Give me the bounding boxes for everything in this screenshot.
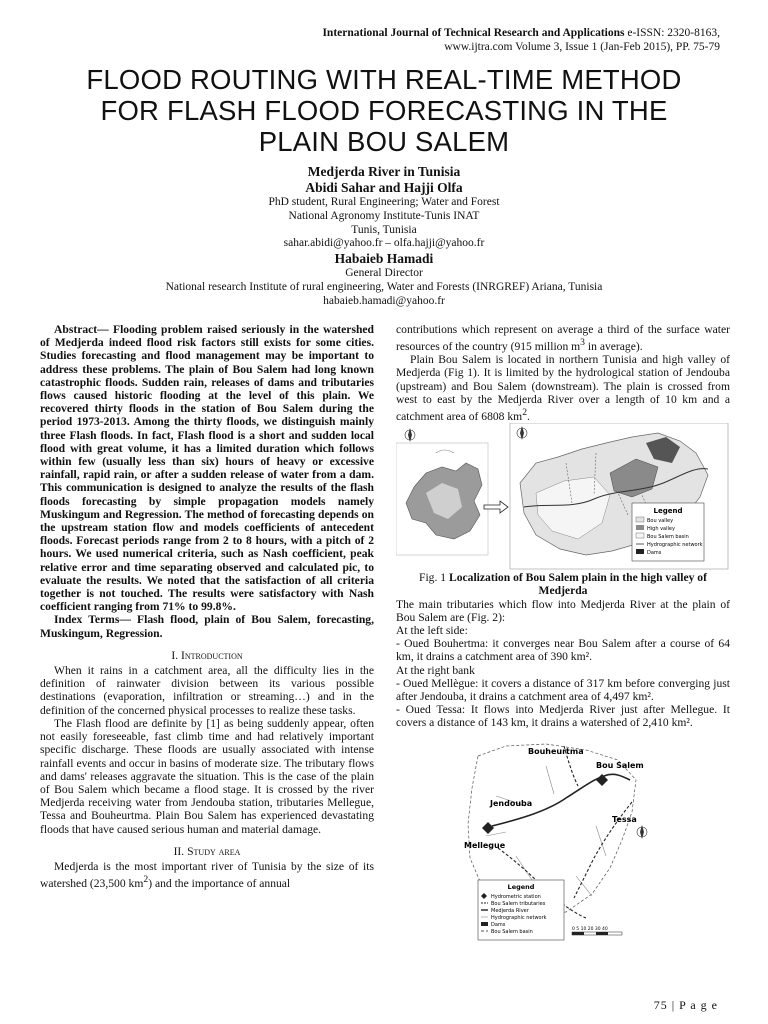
section-heading-study-area bbox=[40, 845, 374, 858]
intro-paragraph-1: When it rains in a catchment area, all the difficulty lies in the definition of rainwater division between its various possible destinations (evaporation, infiltration or streaming…) and in the definition of the concerned physical processes to realize these tasks. bbox=[40, 664, 374, 717]
compass-icon bbox=[405, 428, 415, 442]
author-role-2: General Director bbox=[345, 267, 423, 280]
author-emails[interactable]: sahar.abidi@yahoo.fr – olfa.hajji@yahoo.fr bbox=[283, 237, 485, 250]
mellegue-item: - Oued Mellègue: it covers a distance of 317 km before converging just after Jendouba, it drains a catchment area of 4,497 km². bbox=[396, 676, 730, 703]
index-terms: Index Terms— Flash flood, plain of Bou Salem, forecasting, Muskingum, Regression. bbox=[40, 613, 374, 640]
right-column bbox=[396, 323, 730, 942]
main-map bbox=[510, 423, 728, 569]
fig2-legend-item-3: Hydrographic network bbox=[491, 914, 547, 921]
plain-text-b: . bbox=[527, 409, 530, 423]
author-names: Abidi Sahar and Hajji Olfa bbox=[305, 180, 463, 195]
scale-label: 0 5 10 20 30 40 bbox=[572, 926, 608, 932]
plain-text-a: Plain Bou Salem is located in northern Tunisia and high valley of Medjerda (Fig 1). It is limited by the hydrological station of Jendouba (upstream) and Bou Salem (downstream). The plain is crossed from west to east by the Medjerda River over a length of 10 km and a catchment area of 6808 km bbox=[396, 353, 730, 423]
superscript-3: 3 bbox=[580, 337, 585, 349]
affiliation-3: Tunis, Tunisia bbox=[351, 223, 417, 236]
right-paragraph-1 bbox=[396, 353, 730, 423]
paper-subtitle: Medjerda River in Tunisia bbox=[307, 164, 461, 179]
fig1-legend-item-2: Bou Salem basin bbox=[647, 534, 689, 541]
section-title-study: Study area bbox=[187, 844, 241, 858]
figure-2 bbox=[396, 736, 730, 942]
bouhertma-item: - Oued Bouhertma: it converges near Bou Salem after a course of 64 km, it drains a catchment area of 390 km². bbox=[396, 637, 730, 664]
left-side-label: At the left side: bbox=[396, 623, 468, 637]
fig2-legend-item-5: Bou Salem basin bbox=[491, 928, 533, 935]
label-bou-salem: Bou Salem bbox=[596, 760, 644, 770]
title-line-3: PLAIN BOU SALEM bbox=[258, 126, 510, 157]
fig1-legend-item-3: Hydrographic network bbox=[647, 542, 703, 549]
affiliation-4: National research Institute of rural engineering, Water and Forests (INRGREF) Ariana, Tunisia bbox=[165, 280, 603, 293]
tessa-item: - Oued Tessa: It flows into Medjerda River just after Mellegue. It covers a distance of 143 km, it drains a watershed of 2,410 km². bbox=[396, 703, 730, 730]
journal-issn: e-ISSN: 2320-8163, bbox=[624, 27, 720, 39]
inset-map bbox=[396, 428, 488, 555]
author-email-2[interactable]: habaieb.hamadi@yahoo.fr bbox=[323, 294, 445, 307]
study-text-a: Medjerda is the most important river of Tunisia by the size of its watershed (23,500 km bbox=[40, 859, 374, 890]
paper-title bbox=[30, 64, 738, 157]
title-line-2: FOR FLASH FLOOD FORECASTING IN THE bbox=[100, 95, 668, 126]
fig2-legend-item-2: Medjerda River bbox=[491, 907, 529, 914]
label-mellegue: Mellegue bbox=[464, 840, 506, 850]
fig1-prefix: Fig. 1 bbox=[419, 571, 449, 585]
left-column bbox=[40, 323, 374, 890]
contrib-text-b: in average). bbox=[585, 340, 643, 354]
figure-2-map bbox=[396, 736, 730, 942]
section-title-intro: Introduction bbox=[181, 648, 243, 662]
fig2-legend-title: Legend bbox=[507, 882, 535, 891]
superscript-2: 2 bbox=[143, 874, 149, 886]
title-line-1: FLOOD ROUTING WITH REAL-TIME METHOD bbox=[86, 64, 682, 95]
author-block bbox=[40, 164, 728, 309]
affiliation-1: PhD student, Rural Engineering; Water and Forest bbox=[268, 196, 500, 208]
fig1-legend-item-1: High valley bbox=[647, 526, 675, 533]
tributaries-intro: The main tributaries which flow into Medjerda River at the plain of Bou Salem are (Fig. 2): bbox=[396, 597, 730, 624]
figure-1-caption bbox=[396, 571, 730, 597]
label-jendouba: Jendouba bbox=[490, 798, 533, 808]
contrib-text-a: contributions which represent on average a third of the surface water resources of the country (915 million m bbox=[396, 323, 730, 354]
journal-header bbox=[200, 26, 720, 54]
intro-paragraph-2: The Flash flood are definite by [1] as being suddenly appear, often not easily foreseeable, fast climb time and had relatively important specific discharge. These floods are usually associated with intense rainfall events and occur in basins of moderate size. The tributary flows and dams' releases aggravate the situation. This is the case of the plain of Bou Salem which became a flood stage. It is crossed by the river Medjerda receiving water from Jendouba station, tributaries Mellegue, Tessa and Bouheurtma. Plain Bou Salem has experienced devastating floods that have caused serious human and material damage. bbox=[40, 716, 374, 836]
affiliation-2: National Agronomy Institute-Tunis INAT bbox=[288, 209, 480, 222]
abstract: Abstract— Flooding problem raised seriously in the watershed of Medjerda indeed flood risk factors still exists for some cities. Studies forecasting and flood management may be important to address these problems. The plain of Bou Salem had long known catastrophic floods. Sudden rain, releases of dams and tributaries flows caused historic flooding at the level of this plain. We recovered thirty floods in the station of Bou Salem during the period 1973-2013. Among the thirty floods, we distinguish mainly three Flash floods. In fact, Flash flood is a short and sudden local flood with great volume, it has a limited duration which follows within few (usually less than six) hours of heavy or excessive rainfall, rapid rain, or after a sudden release of water from a dam. This communication is designed to analyze the results of the flash floods forecasting by simple propagation models namely Muskingum and Regression. The method of forecasting depends on the upstream station flow and models coefficients of antecedent floods. Forecast periods range from 2 to 8 hours, with a pitch of 2 hours. We used numerical criteria, such as Nash coefficient, peak relative error and time separating observed and calculated pic, to evaluate the results. We noted that the satisfaction of all criteria together is not touched. The results were satisfactory with Nash coefficient ranging from 71% to 99.8%. bbox=[40, 323, 374, 614]
superscript-2b: 2 bbox=[522, 407, 528, 419]
section-heading-introduction bbox=[40, 649, 374, 662]
right-bank-label: At the right bank bbox=[396, 663, 475, 677]
page-number: 75 | P a g e bbox=[653, 998, 718, 1012]
figure-1-map bbox=[396, 423, 730, 571]
label-tessa: Tessa bbox=[612, 814, 637, 824]
study-paragraph-1 bbox=[40, 860, 374, 890]
fig2-legend-item-4: Dams bbox=[491, 921, 506, 928]
fig1-legend-item-0: Bou valley bbox=[647, 518, 674, 525]
right-paragraph-0 bbox=[396, 323, 730, 353]
fig1-caption-text: Localization of Bou Salem plain in the high valley of Medjerda bbox=[448, 571, 707, 598]
fig2-legend-item-0: Hydrometric station bbox=[491, 893, 541, 900]
journal-volume: www.ijtra.com Volume 3, Issue 1 (Jan-Feb 2015), PP. 75-79 bbox=[444, 41, 720, 53]
fig1-legend-title: Legend bbox=[653, 507, 683, 516]
author-name-2: Habaieb Hamadi bbox=[334, 251, 434, 267]
study-text-b: ) and the importance of annual bbox=[148, 876, 291, 890]
fig2-legend-item-1: Bou Salem tributaries bbox=[491, 900, 546, 907]
journal-name: International Journal of Technical Research and Applications bbox=[322, 27, 625, 39]
figure-1 bbox=[396, 423, 730, 597]
label-bouheurtma: Bouheurtma bbox=[528, 746, 584, 756]
section-number-intro: I. bbox=[171, 648, 182, 662]
section-number-study: II. bbox=[173, 844, 188, 858]
fig1-legend-item-4: Dams bbox=[647, 550, 662, 557]
